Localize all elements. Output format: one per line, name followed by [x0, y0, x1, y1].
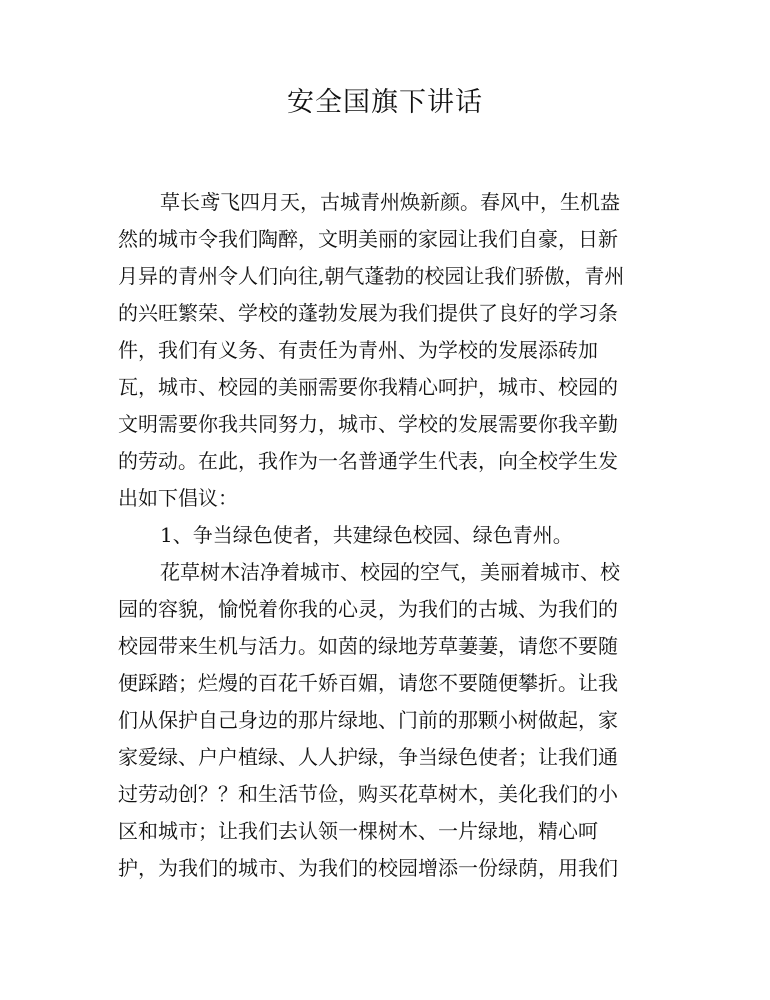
body-line: 件，我们有义务、有责任为青州、为学校的发展添砖加	[118, 338, 598, 362]
body-line: 文明需要你我共同努力，城市、学校的发展需要你我辛勤	[118, 412, 618, 436]
body-line: 然的城市令我们陶醉，文明美丽的家园让我们自豪，日新	[118, 227, 618, 251]
body-line: 草长鸢飞四月天，古城青州焕新颜。春风中，生机盎	[160, 190, 620, 214]
section-heading: 1、争当绿色使者，共建绿色校园、绿色青州。	[160, 523, 573, 547]
body-line: 出如下倡议：	[118, 486, 238, 510]
body-line: 护，为我们的城市、为我们的校园增添一份绿荫，用我们	[118, 856, 618, 880]
body-line: 过劳动创？？和生活节俭，购买花草树木，美化我们的小	[118, 782, 618, 806]
body-line: 园的容貌，愉悦着你我的心灵，为我们的古城、为我们的	[118, 597, 618, 621]
body-line: 花草树木洁净着城市、校园的空气，美丽着城市、校	[160, 560, 620, 584]
body-line: 的兴旺繁荣、学校的蓬勃发展为我们提供了良好的学习条	[118, 301, 618, 325]
body-line: 瓦，城市、校园的美丽需要你我精心呵护，城市、校园的	[118, 375, 618, 399]
body-line: 月异的青州令人们向往,朝气蓬勃的校园让我们骄傲，青州	[118, 264, 625, 288]
body-line: 便踩踏；烂熳的百花千娇百媚，请您不要随便攀折。让我	[118, 671, 618, 695]
body-line: 校园带来生机与活力。如茵的绿地芳草萋萋，请您不要随	[118, 634, 618, 658]
body-line: 们从保护自己身边的那片绿地、门前的那颗小树做起，家	[118, 708, 618, 732]
body-line: 区和城市；让我们去认领一棵树木、一片绿地，精心呵	[118, 819, 598, 843]
body-line: 的劳动。在此，我作为一名普通学生代表，向全校学生发	[118, 449, 618, 473]
document-title: 安全国旗下讲话	[287, 87, 483, 118]
body-line: 家爱绿、户户植绿、人人护绿，争当绿色使者；让我们通	[118, 745, 618, 769]
